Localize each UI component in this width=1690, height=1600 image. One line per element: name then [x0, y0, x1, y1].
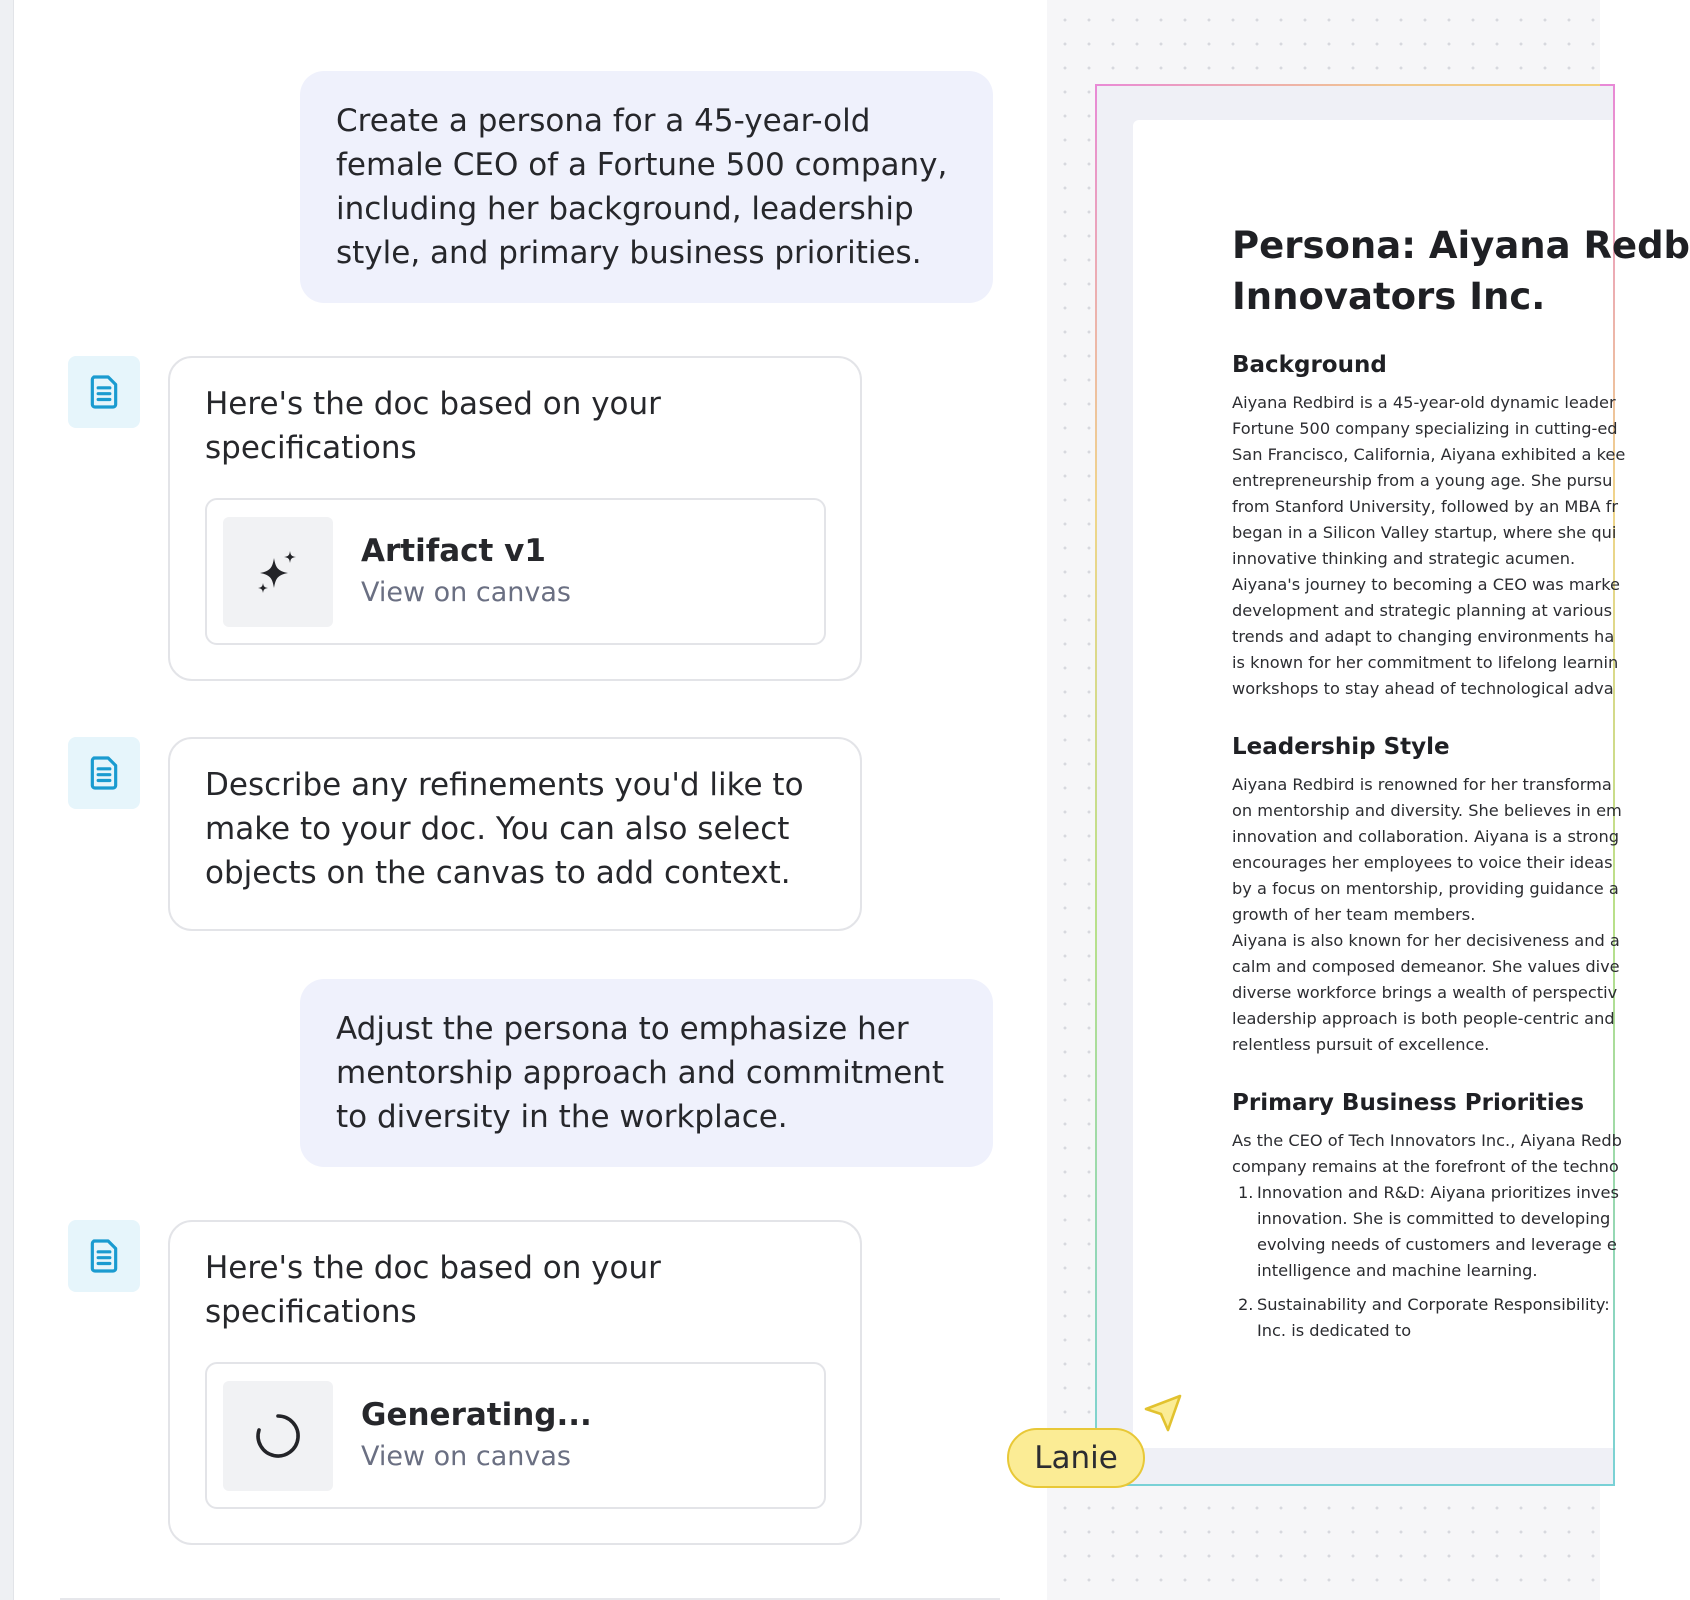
document-icon: [84, 372, 124, 412]
artifact-thumbnail: [223, 517, 333, 627]
doc-line: development and strategic planning at various: [1232, 601, 1613, 620]
doc-line: Aiyana's journey to becoming a CEO was marke: [1232, 575, 1620, 594]
canvas-document[interactable]: [1133, 120, 1690, 1448]
doc-line: intelligence and machine learning.: [1257, 1261, 1538, 1280]
frame-border: [1095, 84, 1600, 86]
doc-line: Innovation and R&D: Aiyana prioritizes inves: [1257, 1183, 1619, 1202]
doc-line: Inc. is dedicated to: [1257, 1321, 1412, 1340]
doc-line: company remains at the forefront of the techno: [1232, 1157, 1619, 1176]
doc-title-line: Persona: Aiyana Redb: [1232, 224, 1690, 267]
assistant-avatar: [68, 737, 140, 809]
doc-line: As the CEO of Tech Innovators Inc., Aiyana Redb: [1232, 1131, 1622, 1150]
assistant-avatar: [68, 356, 140, 428]
doc-line: Aiyana is also known for her decisiveness and a: [1232, 931, 1620, 950]
doc-line: innovation. She is committed to developing: [1257, 1209, 1611, 1228]
assistant-message: [168, 1220, 862, 1545]
doc-paragraph: [1232, 772, 1622, 1058]
sidebar-edge: [0, 0, 14, 1600]
artifact-card[interactable]: [205, 1362, 826, 1509]
doc-line: Aiyana Redbird is a 45-year-old dynamic leader: [1232, 393, 1616, 412]
list-item: [1238, 1180, 1619, 1284]
doc-line: on mentorship and diversity. She believes in em: [1232, 801, 1622, 820]
user-message-text: Create a persona for a 45-year-old female CEO of a Fortune 500 company, including her background, leadership style, and primary business priorities.: [336, 103, 948, 271]
doc-line: Aiyana Redbird is renowned for her transforma: [1232, 775, 1612, 794]
doc-line: innovation and collaboration. Aiyana is a strong: [1232, 827, 1619, 846]
assistant-message: [168, 356, 862, 681]
assistant-message-text: Describe any refinements you'd like to make to your doc. You can also select objects on the canvas to add context.: [205, 767, 804, 891]
doc-line: entrepreneurship from a young age. She pursu: [1232, 471, 1613, 490]
doc-line: from Stanford University, followed by an MBA fr: [1232, 497, 1619, 516]
doc-line: Sustainability and Corporate Responsibility:: [1257, 1295, 1610, 1314]
document-icon: [84, 753, 124, 793]
doc-line: is known for her commitment to lifelong learnin: [1232, 653, 1619, 672]
artifact-thumbnail: [223, 1381, 333, 1491]
assistant-avatar: [68, 1220, 140, 1292]
doc-title-line: Innovators Inc.: [1232, 275, 1546, 318]
view-on-canvas-link[interactable]: View on canvas: [361, 1440, 571, 1472]
doc-line: encourages her employees to voice their ideas: [1232, 853, 1613, 872]
doc-line: by a focus on mentorship, providing guidance a: [1232, 879, 1619, 898]
doc-numbered-list: [1238, 1180, 1619, 1344]
artifact-title: Generating...: [361, 1396, 592, 1433]
doc-line: calm and composed demeanor. She values dive: [1232, 957, 1620, 976]
doc-paragraph: [1232, 1128, 1622, 1180]
assistant-message-text: Here's the doc based on your specifications: [205, 1250, 661, 1330]
artifact-title: Artifact v1: [361, 532, 546, 569]
doc-line: workshops to stay ahead of technological adva: [1232, 679, 1614, 698]
document-icon: [84, 1236, 124, 1276]
doc-line: leadership approach is both people-centric and: [1232, 1009, 1615, 1028]
user-message: [300, 979, 993, 1167]
doc-heading-background: Background: [1232, 352, 1387, 378]
list-number: 2.: [1238, 1295, 1254, 1314]
doc-paragraph: [1232, 390, 1626, 702]
collaborator-cursor-icon: [1142, 1392, 1186, 1436]
collaborator-name-tag: Lanie: [1007, 1428, 1145, 1488]
doc-title: [1232, 220, 1690, 322]
doc-line: trends and adapt to changing environments ha: [1232, 627, 1615, 646]
spinner-icon: [252, 1410, 304, 1462]
doc-line: Fortune 500 company specializing in cutting-ed: [1232, 419, 1618, 438]
user-message: [300, 71, 993, 303]
list-number: 1.: [1238, 1183, 1254, 1202]
user-message-text: Adjust the persona to emphasize her mentorship approach and commitment to diversity in the workplace.: [336, 1011, 945, 1135]
assistant-message-text: Here's the doc based on your specifications: [205, 386, 661, 466]
doc-line: diverse workforce brings a wealth of perspectiv: [1232, 983, 1618, 1002]
doc-line: evolving needs of customers and leverage e: [1257, 1235, 1617, 1254]
assistant-message: [168, 737, 862, 931]
view-on-canvas-link[interactable]: View on canvas: [361, 576, 571, 608]
doc-line: growth of her team members.: [1232, 905, 1476, 924]
doc-line: San Francisco, California, Aiyana exhibited a kee: [1232, 445, 1626, 464]
list-item: [1238, 1292, 1613, 1344]
doc-line: relentless pursuit of excellence.: [1232, 1035, 1490, 1054]
doc-heading-leadership-style: Leadership Style: [1232, 734, 1450, 760]
doc-heading-priorities: Primary Business Priorities: [1232, 1090, 1585, 1116]
sparkle-icon: [254, 548, 302, 596]
artifact-card[interactable]: [205, 498, 826, 645]
doc-line: innovative thinking and strategic acumen.: [1232, 549, 1576, 568]
doc-line: began in a Silicon Valley startup, where she qui: [1232, 523, 1617, 542]
